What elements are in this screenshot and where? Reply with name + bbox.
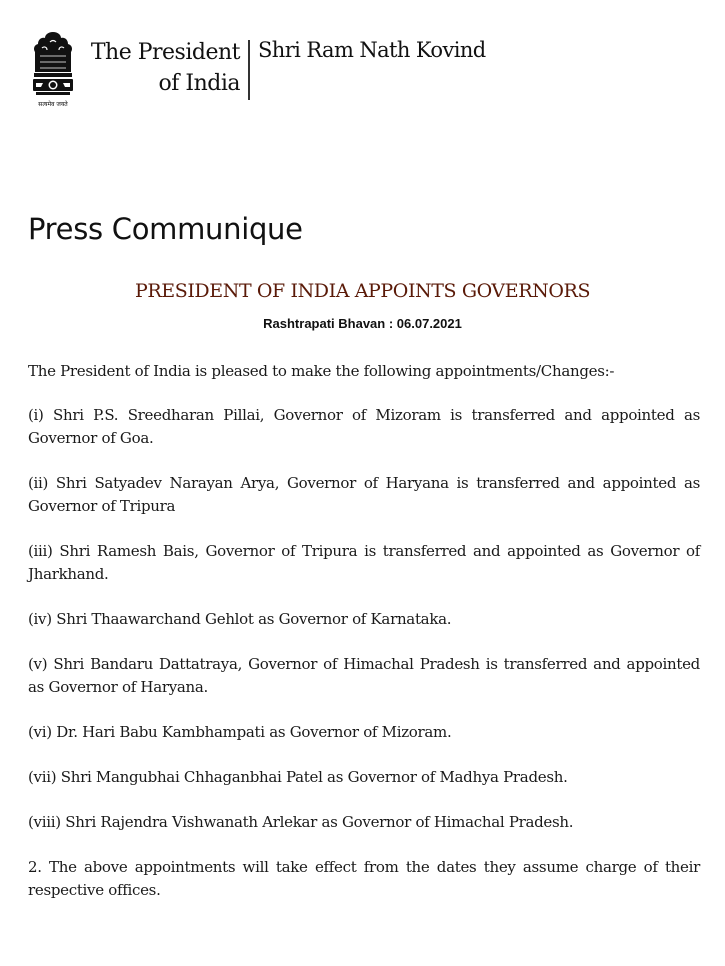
document-type-heading: Press Communique	[28, 212, 303, 246]
document-headline: PRESIDENT OF INDIA APPOINTS GOVERNORS	[134, 280, 591, 302]
appointment-item: (i) Shri P.S. Sreedharan Pillai, Governor of Mizoram is transferred and appointed as Governor of Goa.	[28, 406, 700, 447]
emblem-motto: सत्यमेव जयते	[38, 101, 68, 108]
national-emblem-icon	[28, 28, 78, 108]
header-divider	[248, 40, 250, 100]
appointment-item: (viii) Shri Rajendra Vishwanath Arlekar as Governor of Himachal Pradesh.	[28, 813, 574, 831]
appointment-item: (vi) Dr. Hari Babu Kambhampati as Governor of Mizoram.	[28, 723, 452, 741]
letterhead	[28, 28, 698, 108]
appointment-item: (vii) Shri Mangubhai Chhaganbhai Patel as Governor of Madhya Pradesh.	[28, 768, 568, 786]
communique-body	[28, 360, 700, 924]
office-title-line-1: The President	[90, 40, 240, 65]
office-title	[86, 37, 240, 99]
appointment-item: (ii) Shri Satyadev Narayan Arya, Governor of Haryana is transferred and appointed as Governor of Tripura	[28, 474, 700, 515]
appointment-item: (v) Shri Bandaru Dattatraya, Governor of Himachal Pradesh is transferred and appointed as Governor of Haryana.	[28, 655, 700, 696]
office-title-line-2: of India	[158, 71, 240, 96]
appointment-item: (iii) Shri Ramesh Bais, Governor of Tripura is transferred and appointed as Governor of Jharkhand.	[28, 542, 700, 583]
intro-paragraph: The President of India is pleased to make the following appointments/Changes:-	[28, 362, 615, 380]
president-name: Shri Ram Nath Kovind	[258, 38, 486, 62]
appointment-item: (iv) Shri Thaawarchand Gehlot as Governor of Karnataka.	[28, 610, 452, 628]
place-and-date: Rashtrapati Bhavan : 06.07.2021	[263, 316, 462, 331]
closing-paragraph: 2. The above appointments will take effect from the dates they assume charge of their respective offices.	[28, 858, 700, 899]
